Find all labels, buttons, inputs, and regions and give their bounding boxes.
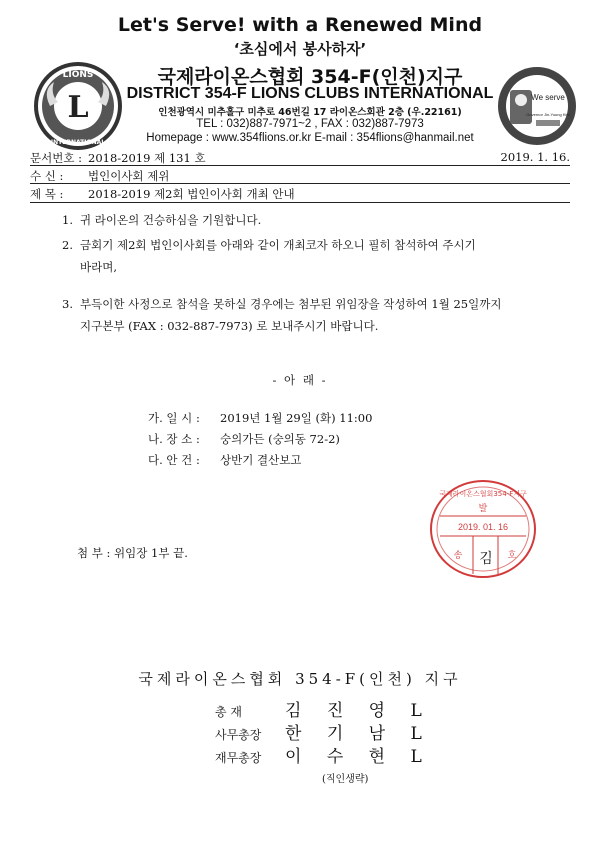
signature-row-governor [215, 696, 432, 721]
slogan-english: Let's Serve! with a Renewed Mind [117, 14, 483, 36]
paragraph-text: 귀 라이온의 건승하심을 기원합니다. [80, 213, 262, 227]
signature-name: 한 기 남 L [285, 724, 432, 744]
detail-value: 2019년 1월 29일 (화) 11:00 [220, 411, 373, 425]
detail-item-datetime [148, 410, 372, 426]
details-heading: - 아 래 - [272, 373, 328, 387]
signature-name: 이 수 현 L [285, 747, 432, 767]
signature-name: 김 진 영 L [285, 701, 432, 721]
subject-label: 제 목 : [30, 187, 64, 201]
stamp-bottom-text-2: 호 [507, 551, 517, 561]
slogan-korean: ‘초심에서 봉사하자’ [233, 40, 367, 58]
divider [30, 183, 570, 184]
signature-role: 재무총장 [215, 751, 262, 765]
doc-date: 2019. 1. 16. [500, 150, 570, 164]
recipient-label: 수 신 : [30, 169, 64, 183]
paragraph-1 [62, 209, 562, 231]
stamp-date: 2019. 01. 16 [457, 522, 509, 532]
paragraph-2 [62, 234, 562, 278]
district-governor-logo-icon [496, 60, 578, 152]
doc-number: 2018-2019 제 131 호 [88, 151, 206, 165]
subject-row [30, 186, 295, 202]
reception-stamp [428, 478, 538, 580]
signature-org: 국제라이온스협회 354-F(인천) 지구 [138, 670, 462, 688]
doc-number-row [30, 150, 206, 166]
divider [30, 165, 570, 166]
org-name-korean: 국제라이온스협회 354-F(인천)지구 [157, 66, 463, 88]
paragraph-text-line1: 금회기 제2회 법인이사회를 아래와 같이 개최코자 하오니 필히 참석하여 주시기 [80, 238, 476, 252]
right-logo-governor: Governor Jin-Young Kim [526, 112, 570, 117]
stamp-top-text: 국제라이온스협회354-F지구 [439, 490, 527, 498]
detail-value: 숭의가든 (숭의동 72-2) [220, 432, 340, 446]
lions-international-logo-icon [32, 60, 124, 152]
detail-item-location [148, 431, 340, 447]
org-address: 인천광역시 미추홀구 미추로 46번길 17 라이온스회관 2층 (우.22161) [158, 107, 462, 118]
paragraph-text-line2: 지구본부 (FAX : 032-887-7973) 로 보내주시기 바랍니다. [80, 319, 379, 333]
signature-role: 사무총장 [215, 728, 262, 742]
left-logo-bottom-text: INTERNATIONAL [50, 139, 106, 146]
paragraph-text-line1: 부득이한 사정으로 참석을 못하실 경우에는 첨부된 위임장을 작성하여 1월 25일까지 [80, 297, 502, 311]
signature-row-treasurer [215, 742, 432, 767]
stamp-bottom-text: 송 [453, 551, 463, 561]
doc-number-label: 문서번호 : [30, 151, 82, 165]
paragraph-3 [62, 293, 562, 337]
stamp-seal-char: 발 [478, 504, 488, 514]
paragraph-number: 2. [62, 238, 73, 252]
recipient-row [30, 168, 169, 184]
paragraph-text-line2: 바라며, [80, 260, 117, 274]
signature-row-secretary [215, 719, 432, 744]
signature-role: 총 재 [215, 705, 242, 719]
org-homepage-email: Homepage : www.354flions.or.kr E-mail : 354flions@hanmail.net [146, 132, 474, 144]
attachment-line: 첨 부 : 위임장 1부 끝. [77, 546, 188, 560]
org-name-english: DISTRICT 354-F LIONS CLUBS INTERNATIONAL [126, 85, 494, 102]
recipient: 법인이사회 제위 [88, 169, 170, 183]
subject: 2018-2019 제2회 법인이사회 개최 안내 [88, 187, 295, 201]
left-logo-top-text: LIONS [62, 70, 94, 80]
org-tel-fax: TEL : 032)887-7971~2 , FAX : 032)887-7973 [196, 118, 424, 130]
divider [30, 202, 570, 203]
detail-value: 상반기 결산보고 [220, 453, 302, 467]
right-logo-motto: We serve [531, 93, 565, 102]
detail-label: 나. 장 소 : [148, 432, 200, 446]
svg-text:L: L [67, 90, 89, 125]
paragraph-number: 1. [62, 213, 73, 227]
detail-label: 다. 안 건 : [148, 453, 200, 467]
stamp-handwritten-signature: 김 [479, 551, 493, 567]
seal-omitted-note: (직인생략) [322, 774, 369, 785]
detail-item-agenda [148, 452, 301, 468]
detail-label: 가. 일 시 : [148, 411, 200, 425]
paragraph-number: 3. [62, 297, 73, 311]
